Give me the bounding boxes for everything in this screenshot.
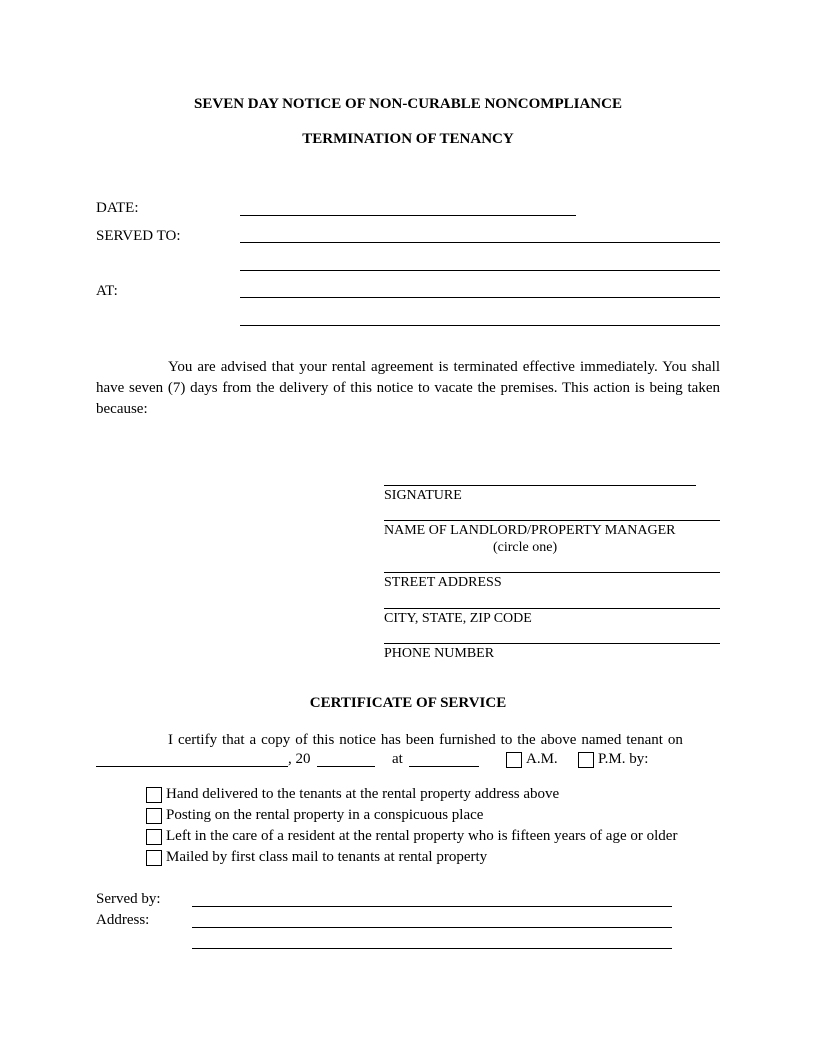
certificate-text: I certify that a copy of this notice has been furnished to the above named tenant on [168,732,683,748]
service-date-line[interactable] [96,766,288,767]
at-label: AT: [96,283,118,299]
served-to-label: SERVED TO: [96,228,181,244]
year-line[interactable] [317,766,375,767]
served-by-line[interactable] [192,906,672,907]
am-checkbox[interactable] [506,752,522,768]
pm-label: P.M. by: [598,751,649,767]
am-label: A.M. [526,751,558,767]
street-line[interactable] [384,572,720,573]
city-line[interactable] [384,608,720,609]
address-line-2[interactable] [192,948,672,949]
phone-label: PHONE NUMBER [384,646,495,661]
circle-one-note: (circle one) [493,540,558,555]
option-mailed-label: Mailed by first class mail to tenants at rental property [166,849,488,865]
page-subtitle: TERMINATION OF TENANCY [302,131,514,147]
option-posting-checkbox[interactable] [146,808,162,824]
option-mailed-checkbox[interactable] [146,850,162,866]
address-label: Address: [96,912,150,928]
served-by-label: Served by: [96,891,161,907]
pm-checkbox[interactable] [578,752,594,768]
option-hand-delivered-label: Hand delivered to the tenants at the rental property address above [166,786,560,802]
date-line[interactable] [240,215,576,216]
at-line-2[interactable] [240,325,720,326]
served-to-line-1[interactable] [240,242,720,243]
served-to-line-2[interactable] [240,270,720,271]
at-word: at [392,751,403,767]
at-line-1[interactable] [240,297,720,298]
city-label: CITY, STATE, ZIP CODE [384,611,532,626]
signature-label: SIGNATURE [384,488,462,503]
name-label: NAME OF LANDLORD/PROPERTY MANAGER [384,523,676,538]
name-line[interactable] [384,520,720,521]
date-label: DATE: [96,200,139,216]
option-posting-label: Posting on the rental property in a conspicuous place [166,807,484,823]
certificate-heading: CERTIFICATE OF SERVICE [309,695,507,711]
time-line[interactable] [409,766,479,767]
address-line-1[interactable] [192,927,672,928]
year-prefix: , 20 [288,751,311,767]
option-hand-delivered-checkbox[interactable] [146,787,162,803]
phone-line[interactable] [384,643,720,644]
option-left-in-care-label: Left in the care of a resident at the rental property who is fifteen years of age or older [166,828,678,844]
option-left-in-care-checkbox[interactable] [146,829,162,845]
signature-line[interactable] [384,485,696,486]
page-title: SEVEN DAY NOTICE OF NON-CURABLE NONCOMPLIANCE [194,96,622,112]
notice-paragraph: You are advised that your rental agreement is terminated effective immediately. You shall have seven (7) days from the delivery of this notice to vacate the premises. This action is being taken because: [96,359,720,417]
street-label: STREET ADDRESS [384,575,502,590]
